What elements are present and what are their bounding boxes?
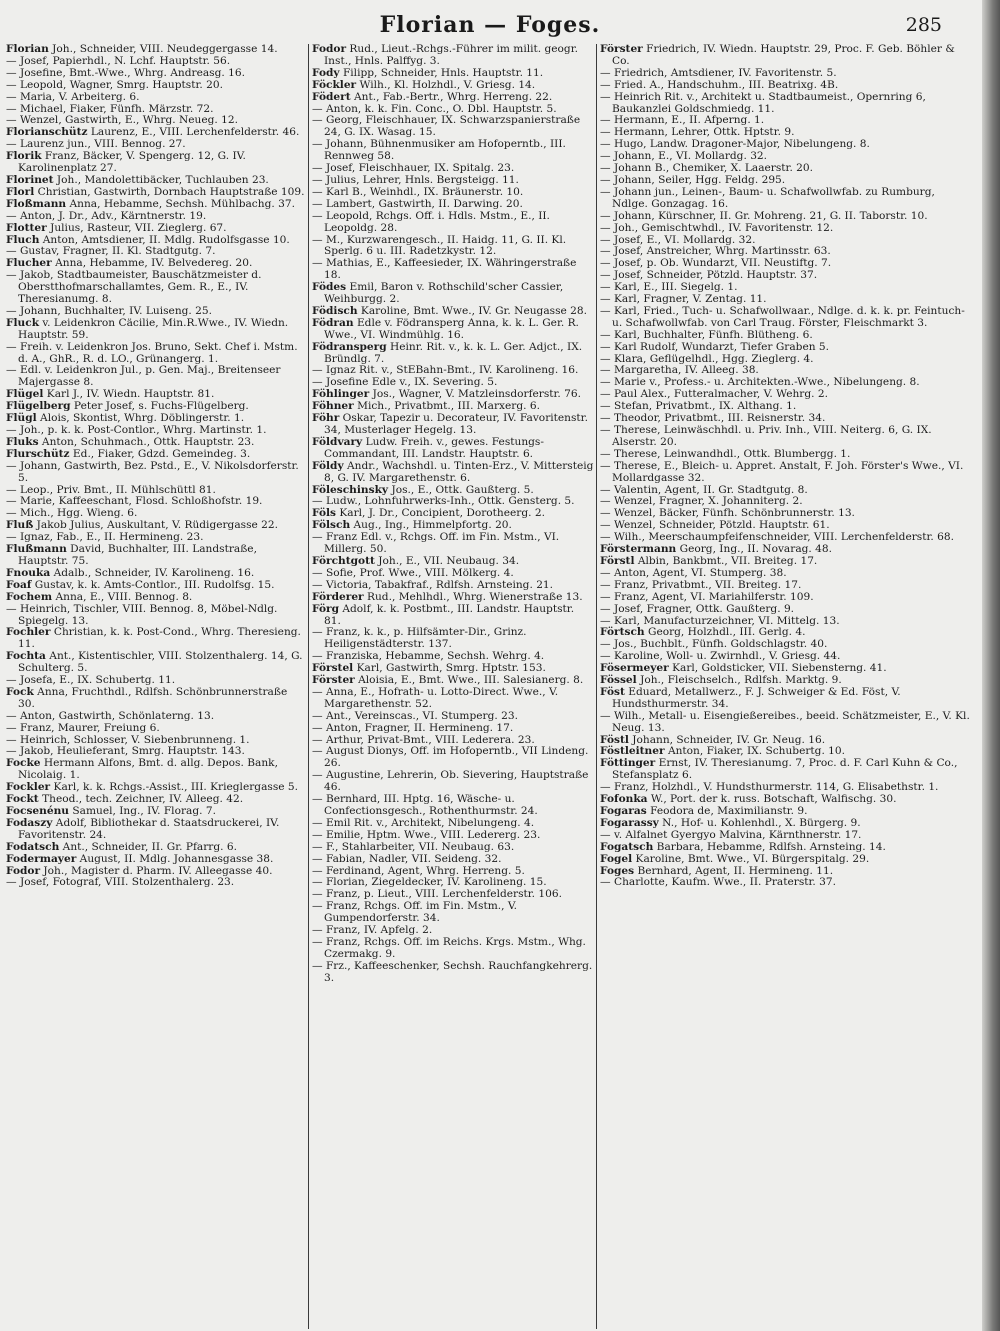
- directory-entry: — Jos., Buchblt., Fünfh. Goldschlagstr. 40.: [600, 638, 828, 651]
- directory-entry: Fösermeyer Karl, Goldsticker, VII. Siebensterng. 41.: [600, 662, 887, 675]
- directory-entry: Förg Adolf, k. k. Postbmt., III. Landstr. Hauptstr. 81.: [312, 602, 575, 627]
- directory-entry: — Franz, Agent, VI. Mariahilferstr. 109.: [600, 590, 814, 603]
- directory-entry: — Karl, Manufacturzeichner, VI. Mittelg. 13.: [600, 614, 840, 627]
- directory-entry: — Georg, Fleischhauer, IX. Schwarzspanierstraße 24, G. IX. Wasag. 15.: [312, 114, 581, 139]
- directory-entry: Fodor Rud., Lieut.-Rchgs.-Führer im milit. geogr. Inst., Hnls. Palffyg. 3.: [312, 44, 578, 67]
- directory-entry: — Franz Edl. v., Rchgs. Off. im Fin. Mstm., VI. Millerg. 50.: [312, 531, 560, 556]
- directory-entry: Föhner Mich., Privatbmt., III. Marxerg. 6.: [312, 400, 540, 413]
- directory-entry: Fochem Anna, E., VIII. Bennog. 8.: [6, 590, 193, 603]
- directory-entry: Födransperg Heinr. Rit. v., k. k. L. Ger. Adjct., IX. Bründlg. 7.: [312, 340, 583, 365]
- directory-entry: Fody Filipp, Schneider, Hnls. Hauptstr. 11.: [312, 66, 544, 79]
- directory-entry: — Wenzel, Bäcker, Fünfh. Schönbrunnerstr. 13.: [600, 507, 855, 520]
- directory-entry: — Karl, E., III. Siegelg. 1.: [600, 281, 738, 294]
- directory-entry: — Anna, E., Hofrath- u. Lotto-Direct. Wwe., V. Margarethenstr. 52.: [312, 685, 559, 710]
- directory-entry: — Johann, Buchhalter, IV. Luiseng. 25.: [6, 304, 213, 317]
- directory-entry: — Therese, Leinwandhdl., Ottk. Blumbergg. 1.: [600, 447, 851, 460]
- directory-entry: Fockt Theod., tech. Zeichner, IV. Alleeg. 42.: [6, 793, 244, 806]
- directory-entry: Flußmann David, Buchhalter, III. Landstraße, Hauptstr. 75.: [6, 543, 257, 567]
- directory-entry: — Heinrich Rit. v., Architekt u. Stadtbaumeist., Opernring 6, Baukanzlei Goldschmiedg. 11.: [600, 90, 926, 115]
- running-head: Florian — Foges.: [379, 12, 601, 38]
- directory-entry: — Augustine, Lehrerin, Ob. Sievering, Hauptstraße 46.: [312, 769, 589, 794]
- directory-entry: Florianschütz Laurenz, E., VIII. Lerchenfelderstr. 46.: [6, 126, 300, 139]
- directory-entry: — Edl. v. Leidenkron Jul., p. Gen. Maj., Breitenseer Majergasse 8.: [6, 364, 281, 389]
- directory-entry: — Bernhard, III. Hptg. 16, Wäsche- u. Confectionsgesch., Rothenthurmstr. 24.: [312, 793, 538, 817]
- directory-entry: Förstl Albin, Bankbmt., VII. Breiteg. 17.: [600, 554, 818, 567]
- directory-entry: — Stefan, Privatbmt., IX. Althang. 1.: [600, 400, 797, 413]
- directory-entry: — Victoria, Tabakfraf., Rdlfsh. Arnsteing. 21.: [312, 578, 554, 591]
- directory-entry: — Johann, Seiler, Hgg. Feldg. 295.: [600, 173, 786, 186]
- directory-entry: Fogarassy N., Hof- u. Kohlenhdl., X. Bürgerg. 9.: [600, 816, 861, 829]
- directory-entry: — Emilie, Hptm. Wwe., VIII. Ledererg. 23.: [312, 828, 541, 841]
- directory-entry: — Friedrich, Amtsdiener, IV. Favoritenstr. 5.: [600, 66, 837, 79]
- directory-entry: — Karl Rudolf, Wundarzt, Tiefer Graben 5.: [600, 340, 830, 353]
- directory-entry: — Johann, Bühnenmusiker am Hofoperntb., III. Rennweg 58.: [312, 138, 566, 163]
- directory-entry: — Josefa, E., IX. Schubertg. 11.: [6, 674, 176, 687]
- directory-entry: — Franz, p. Lieut., VIII. Lerchenfelderstr. 106.: [312, 888, 562, 901]
- page-number: 285: [905, 14, 942, 36]
- directory-entry: Florl Christian, Gastwirth, Dornbach Hauptstraße 109.: [6, 185, 305, 198]
- directory-entry: — Michael, Fiaker, Fünfh. Märzstr. 72.: [6, 102, 214, 115]
- directory-entry: — Franziska, Hebamme, Sechsh. Wehrg. 4.: [312, 650, 545, 663]
- directory-entry: — Franz, Rchgs. Off. im Fin. Mstm., V. Gumpendorferstr. 34.: [312, 900, 518, 925]
- directory-entry: — Karl, Buchhalter, Fünfh. Blütheng. 6.: [600, 328, 813, 341]
- directory-entry: Föls Karl, J. Dr., Concipient, Dorotheerg. 2.: [312, 507, 545, 520]
- directory-entry: — Gustav, Fragner, II. Kl. Stadtgutg. 7.: [6, 245, 216, 258]
- directory-entry: — Wenzel, Schneider, Pötzld. Hauptstr. 61.: [600, 519, 830, 532]
- directory-entry: — Wilh., Meerschaumpfeifenschneider, VIII. Lerchenfelderstr. 68.: [600, 531, 954, 544]
- directory-entry: — Josef, Fragner, Ottk. Gaußterg. 9.: [600, 602, 795, 615]
- directory-entry: — Freih. v. Leidenkron Jos. Bruno, Sekt. Chef i. Mstm. d. A., GhR., R. d. LO., Grünangerg. 1.: [6, 340, 298, 365]
- directory-entry: — Frz., Kaffeeschenker, Sechsh. Rauchfangkehrerg. 3.: [312, 959, 593, 984]
- directory-entry: Fnouka Adalb., Schneider, IV. Karolineng. 16.: [6, 566, 255, 579]
- directory-entry: — Therese, E., Bleich- u. Appret. Anstalt, F. Joh. Förster's Wwe., VI. Mollardgasse 32.: [600, 459, 964, 484]
- directory-entry: — Hermann, E., II. Afperng. 1.: [600, 114, 765, 127]
- directory-entry: Föckler Wilh., Kl. Holzhdl., V. Griesg. 14.: [312, 78, 536, 91]
- directory-entry: Flügelberg Peter Josef, s. Fuchs-Flügelberg.: [6, 400, 249, 413]
- directory-entry: — Leopold, Rchgs. Off. i. Hdls. Mstm., E., II. Leopoldg. 28.: [312, 209, 550, 234]
- directory-entry: — Franz, Maurer, Freiung 6.: [6, 721, 160, 734]
- directory-entry: Fodaszy Adolf, Bibliothekar d. Staatsdruckerei, IV. Favoritenstr. 24.: [6, 816, 280, 841]
- directory-entry: Födes Emil, Baron v. Rothschild'scher Cassier, Weihburgg. 2.: [312, 281, 564, 306]
- directory-entry: Focsenénu Samuel, Ing., IV. Florag. 7.: [6, 805, 216, 817]
- directory-entry: Fluck v. Leidenkron Cäcilie, Min.R.Wwe., IV. Wiedn. Hauptstr. 59.: [6, 316, 289, 341]
- directory-entry: Fogel Karoline, Bmt. Wwe., VI. Bürgerspitalg. 29.: [600, 852, 870, 865]
- directory-entry: — Ignaz Rit. v., StEBahn-Bmt., IV. Karolineng. 16.: [312, 364, 579, 377]
- directory-entry: Fock Anna, Fruchthdl., Rdlfsh. Schönbrunnerstraße 30.: [6, 685, 288, 710]
- directory-entry: — Josefine, Bmt.-Wwe., Whrg. Andreasg. 16.: [6, 66, 245, 79]
- directory-entry: — Franz, Rchgs. Off. im Reichs. Krgs. Mstm., Whg. Czermakg. 9.: [312, 935, 586, 960]
- directory-entry: — Lambert, Gastwirth, II. Darwing. 20.: [312, 197, 523, 210]
- directory-entry: Florik Franz, Bäcker, V. Spengerg. 12, G. IV. Karolinenplatz 27.: [6, 150, 246, 175]
- directory-entry: — Fried. A., Handschuhm., III. Beatrixg. 4B.: [600, 78, 839, 91]
- directory-entry: — Karl, Fragner, V. Zentag. 11.: [600, 293, 767, 306]
- directory-entry: — Theodor, Privatbmt., III. Reisnerstr. 34.: [600, 412, 826, 425]
- directory-entry: — Wilh., Metall- u. Eisengießereibes., beeid. Schätzmeister, E., V. Kl. Neug. 13.: [600, 709, 970, 734]
- directory-entry: Florian Joh., Schneider, VIII. Neudeggergasse 14.: [6, 44, 278, 55]
- directory-entry: Flotter Julius, Rasteur, VII. Zieglerg. 67.: [6, 221, 227, 234]
- directory-entry: Floßmann Anna, Hebamme, Sechsh. Mühlbachg. 37.: [6, 197, 295, 210]
- directory-entry: — Johann, E., VI. Mollardg. 32.: [600, 150, 768, 163]
- page-header: [0, 10, 980, 44]
- directory-entry: — Wenzel, Fragner, X. Johanniterg. 2.: [600, 495, 803, 508]
- column-3: [600, 44, 972, 1329]
- column-2: [312, 44, 594, 1329]
- directory-entry: Flucher Anna, Hebamme, IV. Belvedereg. 20.: [6, 257, 253, 270]
- directory-entry: Flügel Karl J., IV. Wiedn. Hauptstr. 81.: [6, 388, 215, 401]
- directory-entry: — Leopold, Wagner, Smrg. Hauptstr. 20.: [6, 78, 223, 91]
- directory-entry: — Josef, Papierhdl., N. Lchf. Hauptstr. 56.: [6, 54, 231, 67]
- directory-entry: Födran Edle v. Födransperg Anna, k. k. L. Ger. R. Wwe., VI. Windmühlg. 16.: [312, 316, 579, 341]
- directory-entry: — Franz, IV. Apfelg. 2.: [312, 924, 433, 937]
- directory-entry: — Jakob, Heulieferant, Smrg. Hauptstr. 143.: [6, 745, 245, 758]
- directory-entry: — Joh., Gemischtwhdl., IV. Favoritenstr. 12.: [600, 221, 834, 234]
- directory-entry: — v. Alfalnet Gyergyo Malvina, Kärnthnerstr. 17.: [600, 828, 862, 841]
- directory-entry: Föhr Oskar, Tapezir u. Decorateur, IV. Favoritenstr. 34, Musterlager Hegelg. 13.: [312, 412, 588, 436]
- directory-entry: — Maria, V. Arbeiterg. 6.: [6, 90, 140, 103]
- directory-entry: — Ludw., Lohnfuhrwerks-Inh., Ottk. Gensterg. 5.: [312, 495, 575, 508]
- directory-entry: — Josef, Anstreicher, Whrg. Martinsstr. 63.: [600, 245, 831, 258]
- directory-entry: — Sofie, Prof. Wwe., VIII. Mölkerg. 4.: [312, 566, 514, 579]
- directory-entry: — Anton, Agent, VI. Stumperg. 38.: [600, 566, 787, 579]
- directory-entry: — Johann, Kürschner, II. Gr. Mohreng. 21, G. II. Taborstr. 10.: [600, 209, 928, 222]
- directory-entry: — Johann B., Chemiker, X. Laaerstr. 20.: [600, 162, 814, 175]
- directory-entry: — Heinrich, Schlosser, V. Siebenbrunneng. 1.: [6, 733, 250, 746]
- column-1: [6, 44, 306, 1329]
- directory-entry: Föstl Johann, Schneider, IV. Gr. Neug. 16.: [600, 733, 826, 746]
- directory-entry: — Anton, Fragner, II. Hermineng. 17.: [312, 721, 514, 734]
- directory-entry: Foaf Gustav, k. k. Amts-Contlor., III. Rudolfsg. 15.: [6, 578, 275, 591]
- directory-entry: — Anton, k. k. Fin. Conc., O. Dbl. Hauptstr. 5.: [312, 102, 557, 115]
- directory-entry: Fluß Jakob Julius, Auskultant, V. Rüdigergasse 22.: [6, 519, 279, 532]
- column-divider: [308, 44, 309, 1329]
- directory-entry: Fogatsch Barbara, Hebamme, Rdlfsh. Arnsteing. 14.: [600, 840, 886, 853]
- directory-entry: — Johann jun., Leinen-, Baum- u. Schafwollwfab. zu Rumburg, Ndlge. Gonzagag. 16.: [600, 185, 935, 210]
- directory-entry: — Karl, Fried., Tuch- u. Schafwollwaar., Ndlge. d. k. k. pr. Feintuch- u. Schafwollwfab. von Carl Traug. Förster, Fleischmarkt 3.: [600, 304, 965, 329]
- directory-entry: — Ant., Vereinscas., VI. Stumperg. 23.: [312, 709, 518, 722]
- directory-entry: Fochta Ant., Kistentischler, VIII. Stolzenthalerg. 14, G. Schulterg. 5.: [6, 650, 303, 675]
- directory-entry: — Hermann, Lehrer, Ottk. Hptstr. 9.: [600, 126, 795, 139]
- directory-entry: — Mich., Hgg. Wieng. 6.: [6, 507, 138, 520]
- directory-entry: Fodermayer August, II. Mdlg. Johannesgasse 38.: [6, 852, 274, 865]
- directory-entry: Födisch Karoline, Bmt. Wwe., IV. Gr. Neugasse 28.: [312, 304, 587, 317]
- directory-entry: — Franz, Privatbmt., VII. Breiteg. 17.: [600, 578, 802, 591]
- directory-entry: Förster Aloisia, E., Bmt. Wwe., III. Salesianerg. 8.: [312, 674, 584, 687]
- directory-entry: Fössel Joh., Fleischselch., Rdlfsh. Marktg. 9.: [600, 674, 842, 687]
- column-divider: [596, 44, 597, 1329]
- directory-entry: — Paul Alex., Futteralmacher, V. Wehrg. 2.: [600, 388, 828, 401]
- directory-entry: — Margaretha, IV. Alleeg. 38.: [600, 364, 759, 377]
- directory-entry: — Josefine Edle v., IX. Severing. 5.: [312, 376, 498, 389]
- directory-entry: Föst Eduard, Metallwerz., F. J. Schweiger & Ed. Föst, V. Hundsthurmerstr. 34.: [600, 685, 901, 710]
- directory-entry: Förstermann Georg, Ing., II. Novarag. 48.: [600, 543, 832, 556]
- directory-entry: Föstleitner Anton, Fiaker, IX. Schubertg. 10.: [600, 745, 846, 758]
- directory-entry: — Anton, Gastwirth, Schönlaterng. 13.: [6, 709, 215, 722]
- directory-entry: Fogaras Feodora de, Maximilianstr. 9.: [600, 805, 808, 817]
- directory-entry: — Fabian, Nadler, VII. Seideng. 32.: [312, 852, 502, 865]
- directory-entry: — Mathias, E., Kaffeesieder, IX. Währingerstraße 18.: [312, 257, 577, 282]
- directory-entry: Földy Andr., Wachshdl. u. Tinten-Erz., V. Mittersteig 8, G. IV. Margarethenstr. 6.: [312, 459, 594, 484]
- directory-entry: — Karoline, Woll- u. Zwirnhdl., V. Griesg. 44.: [600, 650, 841, 663]
- directory-entry: — Julius, Lehrer, Hnls. Bergsteigg. 11.: [312, 173, 519, 186]
- directory-entry: — Josef, p. Ob. Wundarzt, VII. Neustiftg. 7.: [600, 257, 832, 270]
- directory-entry: Förchtgott Joh., E., VII. Neubaug. 34.: [312, 554, 520, 567]
- book-spine-shadow: [982, 0, 1000, 1331]
- directory-entry: Föhlinger Jos., Wagner, V. Matzleinsdorferstr. 76.: [312, 388, 582, 401]
- directory-entry: — Heinrich, Tischler, VIII. Bennog. 8, Möbel-Ndlg. Spiegelg. 13.: [6, 602, 278, 627]
- directory-entry: — Charlotte, Kaufm. Wwe., II. Praterstr. 37.: [600, 876, 837, 889]
- directory-entry: Florinet Joh., Mandolettibäcker, Tuchlauben 23.: [6, 173, 269, 186]
- directory-entry: Flurschütz Ed., Fiaker, Gdzd. Gemeindeg. 3.: [6, 447, 251, 460]
- directory-entry: — Wenzel, Gastwirth, E., Whrg. Neueg. 12.: [6, 114, 238, 127]
- directory-entry: — Johann, Gastwirth, Bez. Pstd., E., V. Nikolsdorferstr. 5.: [6, 459, 299, 484]
- directory-entry: — Josef, Fleischhauer, IX. Spitalg. 23.: [312, 162, 515, 175]
- directory-entry: Fluch Anton, Amtsdiener, II. Mdlg. Rudolfsgasse 10.: [6, 233, 290, 246]
- directory-entry: — Josef, Fotograf, VIII. Stolzenthalerg. 23.: [6, 876, 235, 889]
- directory-entry: — Leop., Priv. Bmt., II. Mühlschüttl 81.: [6, 483, 216, 496]
- directory-entry: — Jakob, Stadtbaumeister, Bauschätzmeister d. Oberstthofmarschallamtes, Gem. R., E., IV. Theresianumg. 8.: [6, 269, 262, 306]
- directory-entry: Föleschinsky Jos., E., Ottk. Gaußterg. 5.: [312, 483, 534, 496]
- directory-entry: — August Dionys, Off. im Hofoperntb., VII Lindeng. 26.: [312, 745, 589, 770]
- directory-entry: — Ignaz, Fab., E., II. Hermineng. 23.: [6, 531, 204, 544]
- directory-entry: Förderer Rud., Mehlhdl., Whrg. Wienerstraße 13.: [312, 590, 583, 603]
- directory-entry: Földvary Ludw. Freih. v., gewes. Festungs-Commandant, III. Landstr. Hauptstr. 6.: [312, 435, 544, 460]
- directory-entry: — F., Stahlarbeiter, VII. Neubaug. 63.: [312, 840, 515, 853]
- directory-entry: Fölsch Aug., Ing., Himmelpfortg. 20.: [312, 519, 512, 532]
- directory-entry: — Valentin, Agent, II. Gr. Stadtgutg. 8.: [600, 483, 808, 496]
- directory-entry: — Josef, E., VI. Mollardg. 32.: [600, 233, 756, 246]
- directory-columns: [6, 44, 972, 1329]
- directory-entry: — Marie v., Profess.- u. Architekten.-Wwe., Nibelungeng. 8.: [600, 376, 920, 389]
- directory-entry: — Emil Rit. v., Architekt, Nibelungeng. 4.: [312, 816, 535, 829]
- directory-entry: — Laurenz jun., VIII. Bennog. 27.: [6, 138, 186, 151]
- directory-entry: — Klara, Geflügelhdl., Hgg. Zieglerg. 4.: [600, 352, 814, 365]
- directory-entry: Foges Bernhard, Agent, II. Hermineng. 11.: [600, 864, 834, 877]
- directory-entry: Förster Friedrich, IV. Wiedn. Hauptstr. 29, Proc. F. Geb. Böhler & Co.: [600, 44, 955, 67]
- directory-entry: — M., Kurzwarengesch., II. Haidg. 11, G. II. Kl. Sperlg. 6 u. III. Radetzkystr. 12.: [312, 233, 567, 258]
- directory-entry: Förstel Karl, Gastwirth, Smrg. Hptstr. 153.: [312, 662, 546, 675]
- directory-entry: Föttinger Ernst, IV. Theresianumg. 7, Proc. d. F. Carl Kuhn & Co., Stefansplatz 6.: [600, 757, 958, 782]
- directory-entry: Fofonka W., Port. der k. russ. Botschaft, Walfischg. 30.: [600, 793, 897, 806]
- directory-entry: — Franz, Holzhdl., V. Hundsthurmerstr. 114, G. Elisabethstr. 1.: [600, 781, 939, 794]
- directory-entry: — Marie, Kaffeeschant, Flosd. Schloßhofstr. 19.: [6, 495, 263, 508]
- directory-entry: Fodor Joh., Magister d. Pharm. IV. Alleegasse 40.: [6, 864, 273, 877]
- directory-entry: Fochler Christian, k. k. Post-Cond., Whrg. Theresieng. 11.: [6, 626, 301, 651]
- directory-entry: Flügl Alois, Skontist, Whrg. Döblingerstr. 1.: [6, 412, 245, 425]
- directory-entry: — Karl B., Weinhdl., IX. Bräunerstr. 10.: [312, 185, 524, 198]
- directory-entry: — Ferdinand, Agent, Whrg. Herreng. 5.: [312, 864, 525, 877]
- directory-entry: — Therese, Leinwäschhdl. u. Priv. Inh., VIII. Neiterg. 6, G. IX. Alserstr. 20.: [600, 424, 932, 448]
- directory-entry: — Anton, J. Dr., Adv., Kärntnerstr. 19.: [6, 209, 207, 222]
- directory-entry: — Arthur, Privat-Bmt., VIII. Lederera. 23.: [312, 733, 535, 746]
- directory-entry: — Franz, k. k., p. Hilfsämter-Dir., Grinz. Heiligenstädterstr. 137.: [312, 626, 527, 651]
- directory-entry: — Florian, Ziegeldecker, IV. Karolineng. 15.: [312, 876, 547, 889]
- directory-entry: Focke Hermann Alfons, Bmt. d. allg. Depos. Bank, Nicolaig. 1.: [6, 757, 278, 782]
- directory-entry: — Josef, Schneider, Pötzld. Hauptstr. 37.: [600, 269, 818, 282]
- directory-entry: Fluks Anton, Schuhmach., Ottk. Hauptstr. 23.: [6, 435, 255, 448]
- directory-entry: Förtsch Georg, Holzhdl., III. Gerlg. 4.: [600, 626, 806, 639]
- directory-entry: Fockler Karl, k. k. Rchgs.-Assist., III. Krieglergasse 5.: [6, 781, 298, 794]
- directory-entry: Fodatsch Ant., Schneider, II. Gr. Pfarrg. 6.: [6, 840, 237, 853]
- directory-entry: Födert Ant., Fab.-Bertr., Whrg. Herreng. 22.: [312, 90, 553, 103]
- directory-entry: — Joh., p. k. k. Post-Contlor., Whrg. Martinstr. 1.: [6, 424, 267, 436]
- directory-entry: — Hugo, Landw. Dragoner-Major, Nibelungeng. 8.: [600, 138, 870, 151]
